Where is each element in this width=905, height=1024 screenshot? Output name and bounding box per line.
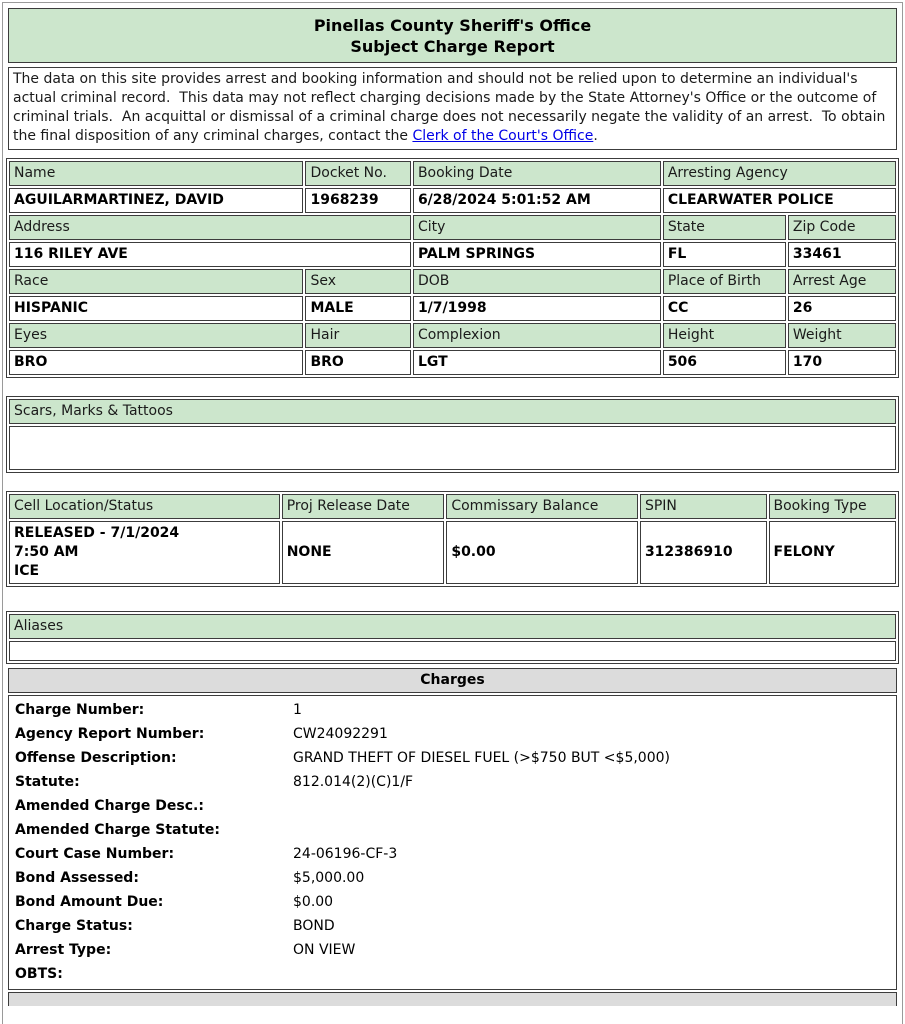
commissary-header: Commissary Balance (446, 494, 638, 519)
weight-value: 170 (788, 350, 896, 375)
state-value: FL (663, 242, 786, 267)
charge-status-label: Charge Status: (15, 918, 133, 934)
charge-field-row (9, 747, 896, 771)
table-row (9, 399, 896, 424)
name-header: Name (9, 161, 303, 186)
scars-value (9, 426, 896, 470)
spin-header: SPIN (640, 494, 767, 519)
proj-release-header: Proj Release Date (282, 494, 445, 519)
arrest-type-value: ON VIEW (293, 942, 356, 958)
statute-label: Statute: (15, 774, 80, 790)
amended-charge-statute-label: Amended Charge Statute: (15, 822, 220, 838)
city-value: PALM SPRINGS (413, 242, 661, 267)
charge-field-row (9, 891, 896, 915)
custody-status-table (6, 491, 899, 587)
table-row (9, 296, 896, 321)
court-case-number-label: Court Case Number: (15, 846, 175, 862)
table-row (9, 641, 896, 661)
aliases-header: Aliases (9, 614, 896, 639)
amended-charge-desc-label: Amended Charge Desc.: (15, 798, 204, 814)
cell-location-value (9, 521, 280, 584)
bond-amount-due-label: Bond Amount Due: (15, 894, 164, 910)
address-header: Address (9, 215, 411, 240)
complexion-header: Complexion (413, 323, 661, 348)
cell-location-line1: RELEASED - 7/1/2024 7:50 AM (14, 525, 180, 560)
charges-detail-box (8, 695, 897, 990)
agency-title: Pinellas County Sheriff's Office (313, 16, 592, 35)
height-value: 506 (663, 350, 786, 375)
charge-status-value: BOND (293, 918, 335, 934)
pob-value: CC (663, 296, 786, 321)
table-row (9, 323, 896, 348)
table-row (9, 242, 896, 267)
state-header: State (663, 215, 786, 240)
table-row (9, 426, 896, 470)
scars-marks-tattoos-table (6, 396, 899, 473)
table-row (9, 188, 896, 213)
clerk-of-court-link[interactable]: Clerk of the Court's Office (412, 128, 594, 144)
hair-value: BRO (305, 350, 410, 375)
weight-header: Weight (788, 323, 896, 348)
table-row (9, 494, 896, 519)
report-title-banner (8, 8, 897, 63)
charge-field-row (9, 795, 896, 819)
offense-description-label: Offense Description: (15, 750, 177, 766)
scars-header: Scars, Marks & Tattoos (9, 399, 896, 424)
subject-info-table (6, 158, 899, 378)
bond-amount-due-value: $0.00 (293, 894, 334, 910)
commissary-value: $0.00 (446, 521, 638, 584)
arresting-agency-header: Arresting Agency (663, 161, 896, 186)
arrest-age-value: 26 (788, 296, 896, 321)
booking-type-header: Booking Type (769, 494, 897, 519)
cell-location-header: Cell Location/Status (9, 494, 280, 519)
charge-field-row (9, 771, 896, 795)
booking-date-header: Booking Date (413, 161, 661, 186)
table-row (9, 161, 896, 186)
bond-assessed-label: Bond Assessed: (15, 870, 139, 886)
hair-header: Hair (305, 323, 410, 348)
spin-value: 312386910 (640, 521, 767, 584)
agency-report-number-value: CW24092291 (293, 726, 388, 742)
bond-assessed-value: $5,000.00 (293, 870, 365, 886)
proj-release-value: NONE (282, 521, 445, 584)
table-row (9, 350, 896, 375)
sex-value: MALE (305, 296, 410, 321)
arresting-agency-value: CLEARWATER POLICE (663, 188, 896, 213)
report-subtitle: Subject Charge Report (350, 37, 555, 56)
charge-field-row (9, 939, 896, 963)
complexion-value: LGT (413, 350, 661, 375)
docket-value: 1968239 (305, 188, 410, 213)
charge-number-label: Charge Number: (15, 702, 145, 718)
table-row (9, 614, 896, 639)
court-case-number-value: 24-06196-CF-3 (293, 846, 398, 862)
next-section-bar-partial (8, 992, 897, 1006)
cell-location-line2: ICE (14, 563, 40, 579)
name-value: AGUILARMARTINEZ, DAVID (9, 188, 303, 213)
charge-field-row (9, 867, 896, 891)
address-value: 116 RILEY AVE (9, 242, 411, 267)
booking-type-value: FELONY (769, 521, 897, 584)
charge-field-row (9, 915, 896, 939)
pob-header: Place of Birth (663, 269, 786, 294)
aliases-value (9, 641, 896, 661)
table-row (9, 215, 896, 240)
disclaimer-body: The data on this site provides arrest and booking information and should not be relied upon to determine an individual's actual criminal record. This data may not reflect charging decisions made by the State Attorney's Office or the outcome of criminal trials. An acquittal or dismissal of a criminal charge does not necessarily negate the validity of an arrest. To obtain the final disposition of any criminal charges, contact the (13, 71, 890, 144)
charge-field-row (9, 723, 896, 747)
statute-value: 812.014(2)(C)1/F (293, 774, 414, 790)
eyes-header: Eyes (9, 323, 303, 348)
offense-description-value: GRAND THEFT OF DIESEL FUEL (>$750 BUT <$5,000) (293, 750, 670, 766)
disclaimer-period: . (593, 128, 598, 144)
charge-field-row (9, 699, 896, 723)
disclaimer-text (8, 67, 897, 150)
agency-report-number-label: Agency Report Number: (15, 726, 205, 742)
table-row (9, 521, 896, 584)
sex-header: Sex (305, 269, 410, 294)
report-page (2, 2, 903, 1024)
dob-value: 1/7/1998 (413, 296, 661, 321)
booking-date-value: 6/28/2024 5:01:52 AM (413, 188, 661, 213)
charge-number-value: 1 (293, 702, 302, 718)
race-value: HISPANIC (9, 296, 303, 321)
obts-label: OBTS: (15, 966, 63, 982)
docket-header: Docket No. (305, 161, 410, 186)
eyes-value: BRO (9, 350, 303, 375)
charge-field-row (9, 819, 896, 843)
race-header: Race (9, 269, 303, 294)
zip-header: Zip Code (788, 215, 896, 240)
zip-value: 33461 (788, 242, 896, 267)
charge-field-row (9, 963, 896, 987)
arrest-type-label: Arrest Type: (15, 942, 112, 958)
charge-field-row (9, 843, 896, 867)
height-header: Height (663, 323, 786, 348)
arrest-age-header: Arrest Age (788, 269, 896, 294)
city-header: City (413, 215, 661, 240)
dob-header: DOB (413, 269, 661, 294)
aliases-table (6, 611, 899, 664)
table-row (9, 269, 896, 294)
charges-section-header: Charges (8, 668, 897, 693)
